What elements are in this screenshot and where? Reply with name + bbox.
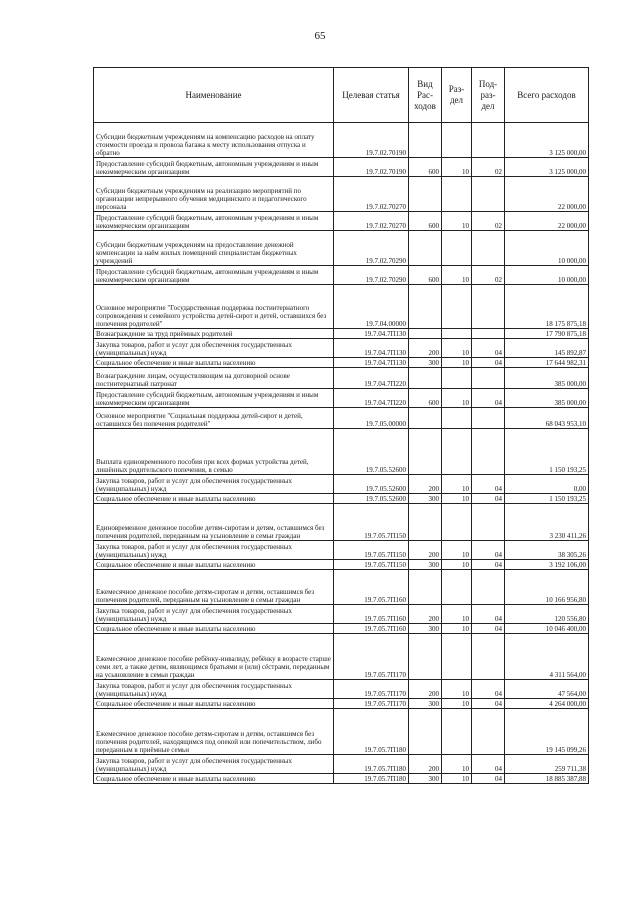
cell-total: 68 043 953,10 (505, 408, 589, 429)
cell-name: Субсидии бюджетным учреждениям на предоставление денежной компенсации за наём жилых помещений специалистам бюджетных учреждений (94, 231, 334, 266)
cell-section (442, 329, 472, 339)
cell-name: Предоставление субсидий бюджетным, автономным учреждениям и иным некоммерческим организациям (94, 266, 334, 285)
cell-section: 10 (442, 541, 472, 560)
cell-name: Социальное обеспечение и иные выплаты населению (94, 494, 334, 504)
cell-subsection: 04 (472, 541, 505, 560)
cell-total: 1 150 193,25 (505, 494, 589, 504)
table-row (94, 560, 589, 570)
cell-type: 200 (409, 605, 442, 624)
cell-subsection: 04 (472, 560, 505, 570)
table-row (94, 368, 589, 389)
table-row (94, 358, 589, 368)
cell-type (409, 368, 442, 389)
cell-total: 145 892,87 (505, 339, 589, 358)
cell-type: 200 (409, 680, 442, 699)
cell-type (409, 177, 442, 212)
cell-name: Выплата единовременного пособия при всех формах устройства детей, лишённых родительского попечения, в семью (94, 429, 334, 475)
cell-total: 38 305,26 (505, 541, 589, 560)
table-row (94, 475, 589, 494)
cell-type: 200 (409, 755, 442, 774)
cell-total: 10 000,00 (505, 231, 589, 266)
table-row (94, 408, 589, 429)
table-row (94, 123, 589, 158)
cell-name: Основное мероприятие "Государственная поддержка постинтернатного сопровождения и семейного устройства детей-сирот и детей, оставшихся без попечения родителей" (94, 285, 334, 329)
header-target: Целевая статья (334, 68, 409, 123)
table-row (94, 541, 589, 560)
cell-total: 4 264 000,00 (505, 699, 589, 709)
header-section: Раз-дел (442, 68, 472, 123)
cell-target: 19.7.05.7П150 (334, 504, 409, 541)
cell-target: 19.7.04.7П220 (334, 389, 409, 408)
table-row (94, 494, 589, 504)
cell-total: 22 000,00 (505, 177, 589, 212)
table-row (94, 231, 589, 266)
cell-total: 3 125 000,00 (505, 158, 589, 177)
cell-subsection: 04 (472, 475, 505, 494)
cell-subsection: 04 (472, 494, 505, 504)
cell-type: 300 (409, 624, 442, 634)
cell-section: 10 (442, 475, 472, 494)
cell-target: 19.7.04.7П130 (334, 339, 409, 358)
cell-type: 300 (409, 358, 442, 368)
cell-type (409, 504, 442, 541)
cell-subsection (472, 368, 505, 389)
table-row (94, 624, 589, 634)
cell-name: Социальное обеспечение и иные выплаты населению (94, 624, 334, 634)
cell-name: Ежемесячное денежное пособие детям-сиротам и детям, оставшимся без попечения родителей, переданным на усыновление в семьи граждан (94, 570, 334, 605)
cell-name: Предоставление субсидий бюджетным, автономным учреждениям и иным некоммерческим организациям (94, 389, 334, 408)
cell-name: Предоставление субсидий бюджетным, автономным учреждениям и иным некоммерческим организациям (94, 212, 334, 231)
cell-total: 0,00 (505, 475, 589, 494)
cell-section: 10 (442, 339, 472, 358)
cell-total: 120 556,80 (505, 605, 589, 624)
cell-type: 200 (409, 541, 442, 560)
table-row (94, 177, 589, 212)
table-row (94, 755, 589, 774)
cell-subsection: 04 (472, 358, 505, 368)
cell-subsection: 02 (472, 212, 505, 231)
table-row (94, 158, 589, 177)
cell-total: 3 230 411,26 (505, 504, 589, 541)
table-header-row (94, 68, 589, 123)
header-subsection: Под-раз-дел (472, 68, 505, 123)
table-row (94, 266, 589, 285)
cell-name: Социальное обеспечение и иные выплаты населению (94, 358, 334, 368)
cell-target: 19.7.05.7П150 (334, 541, 409, 560)
cell-type (409, 709, 442, 755)
cell-target: 19.7.05.7П150 (334, 560, 409, 570)
cell-total: 10 000,00 (505, 266, 589, 285)
cell-subsection (472, 123, 505, 158)
table-row (94, 709, 589, 755)
cell-subsection: 02 (472, 158, 505, 177)
cell-type: 600 (409, 389, 442, 408)
cell-section (442, 368, 472, 389)
cell-type (409, 429, 442, 475)
cell-section (442, 709, 472, 755)
header-total: Всего расходов (505, 68, 589, 123)
header-name: Наименование (94, 68, 334, 123)
cell-section: 10 (442, 699, 472, 709)
cell-type: 200 (409, 339, 442, 358)
cell-subsection (472, 634, 505, 680)
cell-target: 19.7.05.52600 (334, 429, 409, 475)
cell-type: 600 (409, 266, 442, 285)
table-row (94, 339, 589, 358)
table-row (94, 570, 589, 605)
cell-target: 19.7.04.7П130 (334, 329, 409, 339)
cell-type (409, 408, 442, 429)
cell-total: 10 166 956,80 (505, 570, 589, 605)
table-row (94, 774, 589, 784)
cell-subsection: 04 (472, 339, 505, 358)
cell-target: 19.7.05.00000 (334, 408, 409, 429)
cell-target: 19.7.02.70190 (334, 123, 409, 158)
cell-subsection (472, 285, 505, 329)
cell-name: Предоставление субсидий бюджетным, автономным учреждениям и иным некоммерческим организациям (94, 158, 334, 177)
cell-target: 19.7.02.70290 (334, 266, 409, 285)
cell-section (442, 429, 472, 475)
cell-section: 10 (442, 212, 472, 231)
cell-subsection (472, 177, 505, 212)
cell-target: 19.7.05.7П180 (334, 774, 409, 784)
cell-section: 10 (442, 774, 472, 784)
cell-type: 300 (409, 494, 442, 504)
cell-type: 600 (409, 212, 442, 231)
cell-target: 19.7.05.7П170 (334, 680, 409, 699)
cell-section (442, 285, 472, 329)
cell-type (409, 123, 442, 158)
cell-target: 19.7.05.7П160 (334, 624, 409, 634)
cell-total: 47 564,00 (505, 680, 589, 699)
cell-target: 19.7.04.7П130 (334, 358, 409, 368)
budget-table (93, 67, 589, 784)
table-row (94, 605, 589, 624)
cell-name: Вознаграждение лицам, осуществляющим на договорной основе постинтернатный патронат (94, 368, 334, 389)
cell-name: Ежемесячное денежное пособие детям-сиротам и детям, оставшимся без попечения родителей, находящимся под опекой или попечительством, либо переданным в приёмные семьи (94, 709, 334, 755)
table-row (94, 285, 589, 329)
cell-name: Закупка товаров, работ и услуг для обеспечения государственных (муниципальных) нужд (94, 605, 334, 624)
cell-type: 600 (409, 158, 442, 177)
cell-name: Субсидии бюджетным учреждениям на компенсацию расходов на оплату стоимости проезда и провоза багажа к месту использования отпуска и обратно (94, 123, 334, 158)
cell-total: 18 885 387,88 (505, 774, 589, 784)
cell-name: Ежемесячное денежное пособие ребёнку-инвалиду, ребёнку в возрасте старше семи лет, а также детям, являющимся братьями и (или) сёстрами, переданным на усыновление в семьи граждан (94, 634, 334, 680)
cell-section (442, 408, 472, 429)
cell-target: 19.7.02.70270 (334, 177, 409, 212)
cell-total: 22 000,00 (505, 212, 589, 231)
cell-target: 19.7.02.70290 (334, 231, 409, 266)
cell-section: 10 (442, 680, 472, 699)
table-row (94, 634, 589, 680)
table-row (94, 680, 589, 699)
cell-type (409, 285, 442, 329)
cell-section (442, 231, 472, 266)
cell-type: 300 (409, 560, 442, 570)
cell-target: 19.7.05.7П160 (334, 570, 409, 605)
cell-name: Основное мероприятие "Социальная поддержка детей-сирот и детей, оставшихся без попечения родителей" (94, 408, 334, 429)
cell-total: 385 000,00 (505, 389, 589, 408)
cell-section (442, 504, 472, 541)
table-row (94, 429, 589, 475)
cell-total: 17 790 875,18 (505, 329, 589, 339)
cell-total: 18 175 875,18 (505, 285, 589, 329)
cell-name: Закупка товаров, работ и услуг для обеспечения государственных (муниципальных) нужд (94, 541, 334, 560)
cell-total: 10 046 400,00 (505, 624, 589, 634)
page-number: 65 (314, 30, 326, 42)
cell-name: Единовременное денежное пособие детям-сиротам и детям, оставшимся без попечения родителей, переданным на усыновление в семьи граждан (94, 504, 334, 541)
cell-section: 10 (442, 605, 472, 624)
cell-subsection: 04 (472, 389, 505, 408)
cell-name: Социальное обеспечение и иные выплаты населению (94, 699, 334, 709)
cell-subsection (472, 231, 505, 266)
cell-type (409, 329, 442, 339)
cell-subsection (472, 429, 505, 475)
cell-section (442, 634, 472, 680)
cell-type: 200 (409, 475, 442, 494)
cell-type (409, 634, 442, 680)
cell-total: 385 000,00 (505, 368, 589, 389)
cell-name: Субсидии бюджетным учреждениям на реализацию мероприятий по организации непрерывного обучения медицинского и педагогического персонала (94, 177, 334, 212)
cell-section (442, 177, 472, 212)
cell-section: 10 (442, 494, 472, 504)
cell-total: 19 145 099,26 (505, 709, 589, 755)
cell-name: Социальное обеспечение и иные выплаты населению (94, 774, 334, 784)
header-type: Вид Рас-ходов (409, 68, 442, 123)
cell-section (442, 123, 472, 158)
cell-subsection: 04 (472, 605, 505, 624)
cell-type: 300 (409, 774, 442, 784)
cell-total: 3 192 106,00 (505, 560, 589, 570)
cell-target: 19.7.05.7П170 (334, 634, 409, 680)
cell-subsection (472, 329, 505, 339)
cell-subsection (472, 504, 505, 541)
cell-subsection: 04 (472, 680, 505, 699)
cell-subsection: 02 (472, 266, 505, 285)
cell-section: 10 (442, 389, 472, 408)
cell-total: 4 311 564,00 (505, 634, 589, 680)
cell-subsection: 04 (472, 774, 505, 784)
cell-subsection (472, 408, 505, 429)
table-row (94, 504, 589, 541)
cell-section (442, 570, 472, 605)
cell-total: 1 150 193,25 (505, 429, 589, 475)
cell-target: 19.7.05.7П170 (334, 699, 409, 709)
cell-name: Социальное обеспечение и иные выплаты населению (94, 560, 334, 570)
table-row (94, 329, 589, 339)
cell-section: 10 (442, 358, 472, 368)
cell-subsection (472, 570, 505, 605)
cell-section: 10 (442, 158, 472, 177)
cell-target: 19.7.05.7П180 (334, 709, 409, 755)
cell-type (409, 570, 442, 605)
cell-section: 10 (442, 755, 472, 774)
cell-target: 19.7.02.70190 (334, 158, 409, 177)
cell-target: 19.7.05.7П180 (334, 755, 409, 774)
cell-name: Закупка товаров, работ и услуг для обеспечения государственных (муниципальных) нужд (94, 339, 334, 358)
cell-target: 19.7.05.52600 (334, 475, 409, 494)
table-row (94, 699, 589, 709)
cell-name: Закупка товаров, работ и услуг для обеспечения государственных (муниципальных) нужд (94, 755, 334, 774)
cell-section: 10 (442, 624, 472, 634)
cell-section: 10 (442, 266, 472, 285)
cell-name: Вознаграждение за труд приёмных родителей (94, 329, 334, 339)
cell-target: 19.7.04.7П220 (334, 368, 409, 389)
cell-type (409, 231, 442, 266)
cell-target: 19.7.05.7П160 (334, 605, 409, 624)
cell-section: 10 (442, 560, 472, 570)
cell-subsection (472, 709, 505, 755)
cell-total: 3 125 000,00 (505, 123, 589, 158)
cell-total: 17 644 982,31 (505, 358, 589, 368)
cell-target: 19.7.04.00000 (334, 285, 409, 329)
cell-subsection: 04 (472, 699, 505, 709)
cell-target: 19.7.05.52600 (334, 494, 409, 504)
table-row (94, 389, 589, 408)
cell-name: Закупка товаров, работ и услуг для обеспечения государственных (муниципальных) нужд (94, 475, 334, 494)
cell-type: 300 (409, 699, 442, 709)
cell-subsection: 04 (472, 624, 505, 634)
cell-total: 259 711,38 (505, 755, 589, 774)
table-row (94, 212, 589, 231)
cell-target: 19.7.02.70270 (334, 212, 409, 231)
cell-subsection: 04 (472, 755, 505, 774)
cell-name: Закупка товаров, работ и услуг для обеспечения государственных (муниципальных) нужд (94, 680, 334, 699)
